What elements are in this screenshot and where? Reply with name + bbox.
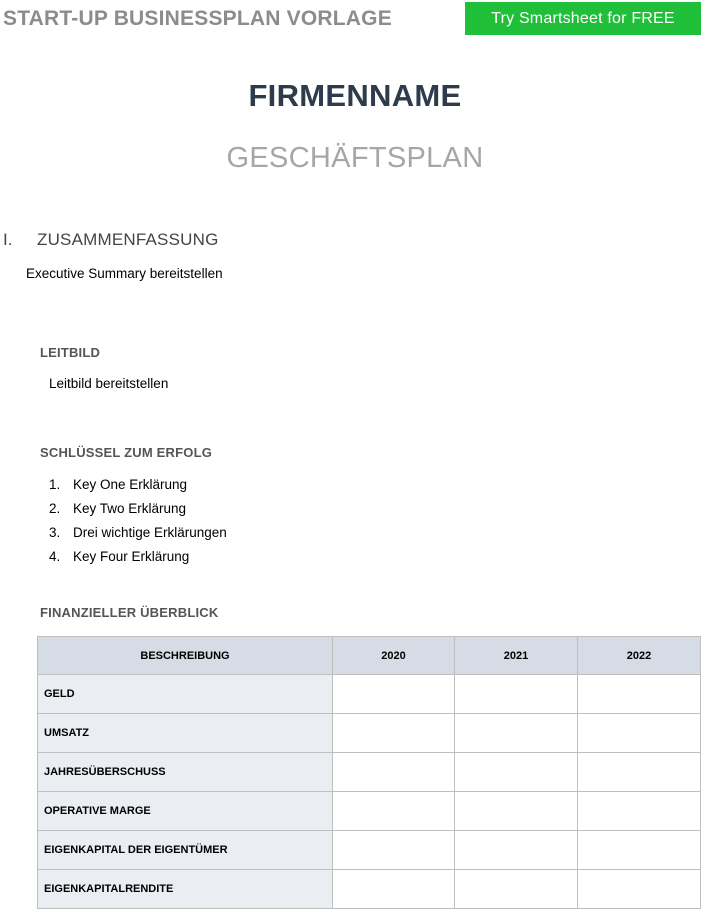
table-cell[interactable] <box>455 675 578 714</box>
list-item <box>49 525 227 549</box>
row-label: JAHRESÜBERSCHUSS <box>38 753 333 792</box>
column-header: BESCHREIBUNG <box>38 637 333 675</box>
plan-title: GESCHÄFTSPLAN <box>226 142 484 174</box>
row-label: GELD <box>38 675 333 714</box>
table-cell[interactable] <box>578 870 701 909</box>
list-item-number: 4. <box>49 549 61 564</box>
table-cell[interactable] <box>333 714 455 753</box>
executive-summary-text: Executive Summary bereitstellen <box>26 266 223 281</box>
list-item <box>49 549 227 573</box>
financial-overview-table <box>37 636 701 909</box>
table-cell[interactable] <box>578 714 701 753</box>
company-name: FIRMENNAME <box>248 78 462 113</box>
list-item-text: Key One Erklärung <box>73 477 188 492</box>
list-item-number: 3. <box>49 525 61 540</box>
table-row <box>38 675 701 714</box>
column-header: 2021 <box>455 637 578 675</box>
table-cell[interactable] <box>578 753 701 792</box>
list-item-text: Key Two Erklärung <box>73 501 187 516</box>
mission-heading: LEITBILD <box>40 345 101 360</box>
row-label: EIGENKAPITAL DER EIGENTÜMER <box>38 831 333 870</box>
table-row <box>38 714 701 753</box>
column-header: 2020 <box>333 637 455 675</box>
table-cell[interactable] <box>578 792 701 831</box>
table-row <box>38 753 701 792</box>
table-cell[interactable] <box>578 675 701 714</box>
table-cell[interactable] <box>333 792 455 831</box>
financial-heading: FINANZIELLER ÜBERBLICK <box>40 605 219 620</box>
table-cell[interactable] <box>455 831 578 870</box>
list-item <box>49 477 227 501</box>
table-cell[interactable] <box>333 870 455 909</box>
table-cell[interactable] <box>455 753 578 792</box>
list-item-number: 2. <box>49 501 61 516</box>
list-item <box>49 501 227 525</box>
table-row <box>38 870 701 909</box>
section-number: I. <box>3 230 13 249</box>
document-title: START-UP BUSINESSPLAN VORLAGE <box>3 7 392 30</box>
table-cell[interactable] <box>333 675 455 714</box>
row-label: EIGENKAPITALRENDITE <box>38 870 333 909</box>
row-label: UMSATZ <box>38 714 333 753</box>
mission-text: Leitbild bereitstellen <box>49 376 169 391</box>
table-cell[interactable] <box>333 831 455 870</box>
section-title: ZUSAMMENFASSUNG <box>37 230 219 249</box>
column-header: 2022 <box>578 637 701 675</box>
list-item-text: Drei wichtige Erklärungen <box>73 525 227 540</box>
list-item-text: Key Four Erklärung <box>73 549 190 564</box>
table-cell[interactable] <box>455 714 578 753</box>
table-cell[interactable] <box>333 753 455 792</box>
keys-heading: SCHLÜSSEL ZUM ERFOLG <box>40 445 213 460</box>
table-cell[interactable] <box>455 870 578 909</box>
table-cell[interactable] <box>455 792 578 831</box>
table-cell[interactable] <box>578 831 701 870</box>
row-label: OPERATIVE MARGE <box>38 792 333 831</box>
table-row <box>38 831 701 870</box>
table-row <box>38 792 701 831</box>
keys-list <box>49 477 227 573</box>
table-header-row <box>38 637 701 675</box>
try-smartsheet-button[interactable]: Try Smartsheet for FREE <box>465 2 701 35</box>
list-item-number: 1. <box>49 477 61 492</box>
